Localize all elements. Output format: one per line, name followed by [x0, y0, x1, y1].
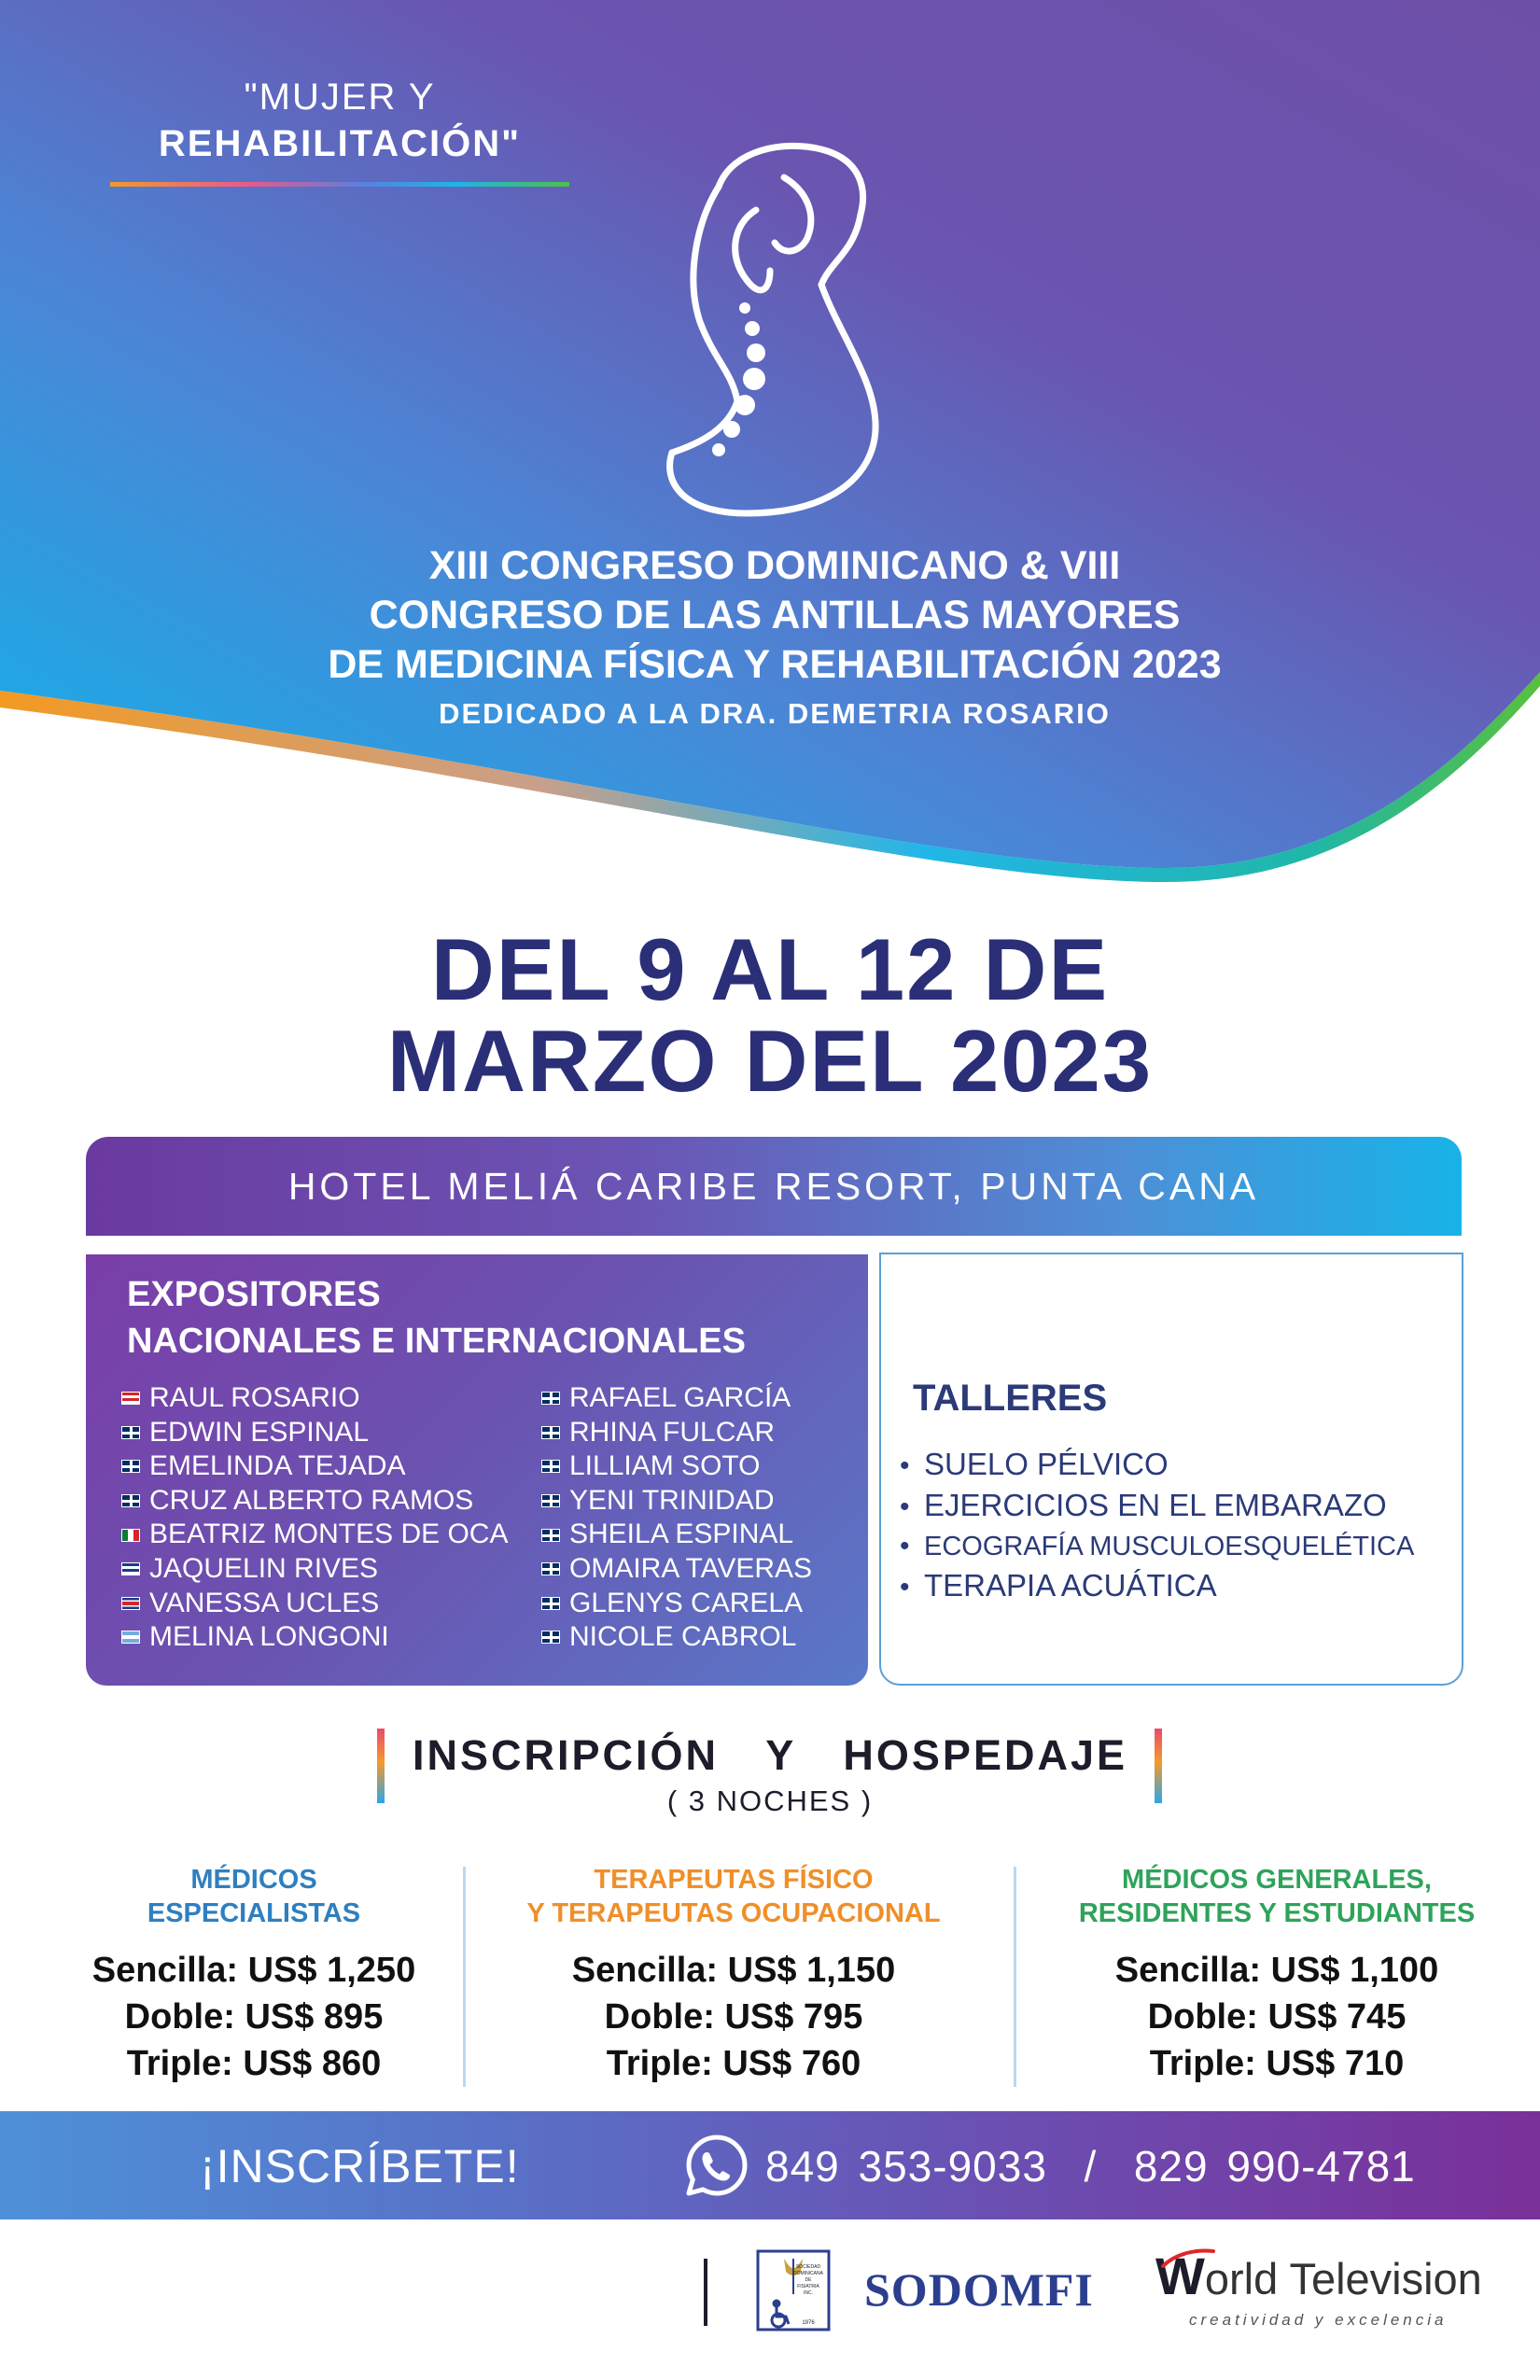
speaker-item — [541, 1552, 812, 1587]
tagline-line-1: "MUJER Y — [244, 77, 436, 118]
workshop-item: • ECOGRAFÍA MUSCULOESQUELÉTICA — [900, 1531, 1415, 1561]
dominican-flag-icon — [541, 1562, 560, 1575]
world-television-swoosh-icon — [1155, 2246, 1221, 2283]
speaker-item — [121, 1449, 508, 1484]
speaker-item — [541, 1518, 812, 1552]
contact-bar — [0, 2111, 1540, 2219]
world-television-initial: W — [1155, 2247, 1205, 2305]
category-label — [1034, 1863, 1519, 1930]
speaker-item — [121, 1381, 508, 1416]
speakers-title-line-1: EXPOSITORES — [127, 1275, 381, 1314]
dominican-flag-icon — [541, 1392, 560, 1405]
sodomfi-seal-year: 1976 — [802, 2320, 815, 2326]
speaker-name: GLENYS CARELA — [569, 1587, 804, 1618]
dominican-flag-icon — [121, 1494, 140, 1507]
workshop-item: • EJERCICIOS EN EL EMBARAZO — [900, 1488, 1387, 1522]
speakers-column-2 — [541, 1381, 812, 1655]
category-label-line-2: Y TERAPEUTAS OCUPACIONAL — [526, 1898, 941, 1928]
speakers-panel — [86, 1254, 868, 1686]
event-dates — [0, 920, 1540, 1110]
argentina-flag-icon — [121, 1631, 140, 1644]
price-single: Sencilla: US$ 1,100 — [1114, 1951, 1439, 1990]
sodomfi-logo-text: SODOMFI — [864, 2263, 1094, 2316]
sodomfi-seal-text: DE — [805, 2277, 812, 2283]
speaker-name: BEATRIZ MONTES DE OCA — [149, 1519, 509, 1550]
tagline — [110, 75, 569, 168]
world-television-slogan: creatividad y excelencia — [1189, 2311, 1448, 2329]
woman-silhouette-logo-icon — [644, 121, 896, 523]
column-divider — [1014, 1867, 1016, 2087]
registration-title: INSCRIPCIÓN Y HOSPEDAJE — [412, 1731, 1127, 1779]
dominican-flag-icon — [541, 1494, 560, 1507]
speaker-name: EMELINDA TEJADA — [149, 1450, 406, 1482]
costa-rica-flag-icon — [121, 1597, 140, 1610]
dominican-flag-icon — [121, 1426, 140, 1439]
tagline-underline — [110, 182, 569, 187]
sodomfi-seal-logo-icon — [756, 2249, 831, 2331]
cuba-flag-icon — [121, 1562, 140, 1575]
category-label-line-2: ESPECIALISTAS — [147, 1898, 361, 1928]
workshop-label: TERAPIA ACUÁTICA — [924, 1568, 1217, 1603]
dominican-flag-icon — [541, 1597, 560, 1610]
workshop-item: • TERAPIA ACUÁTICA — [900, 1568, 1217, 1603]
speaker-name: CRUZ ALBERTO RAMOS — [149, 1484, 474, 1516]
speaker-name: NICOLE CABROL — [569, 1621, 797, 1653]
workshops-panel — [879, 1253, 1463, 1686]
world-television-name-rest: orld Television — [1204, 2254, 1482, 2303]
price-column-specialists — [11, 1863, 497, 2087]
speaker-name: OMAIRA TAVERAS — [569, 1552, 813, 1584]
category-label — [11, 1863, 497, 1930]
speaker-name: RAUL ROSARIO — [149, 1382, 360, 1413]
sodomfi-seal-text: SOCIEDAD — [795, 2264, 821, 2270]
price-single: Sencilla: US$ 1,150 — [571, 1951, 896, 1990]
speaker-item — [121, 1620, 508, 1655]
whatsapp-icon — [685, 2134, 749, 2197]
speaker-item — [541, 1587, 812, 1621]
price-single: Sencilla: US$ 1,250 — [91, 1951, 416, 1990]
speaker-item — [541, 1381, 812, 1416]
speaker-name: MELINA LONGONI — [149, 1621, 389, 1653]
congress-title-line-1: XIII CONGRESO DOMINICANO & VIII — [428, 543, 1121, 588]
speaker-name: LILLIAM SOTO — [569, 1450, 761, 1482]
price-triple: Triple: US$ 760 — [606, 2044, 861, 2083]
dominican-flag-icon — [541, 1529, 560, 1542]
phone-numbers[interactable]: 849 353-9033 / 829 990-4781 — [765, 2142, 1416, 2191]
speaker-item — [541, 1484, 812, 1519]
dominican-flag-icon — [541, 1460, 560, 1473]
speaker-name: SHEILA ESPINAL — [569, 1519, 794, 1550]
speaker-item — [541, 1620, 812, 1655]
dominican-flag-icon — [541, 1631, 560, 1644]
workshops-list — [900, 1445, 1414, 1607]
speaker-name: VANESSA UCLES — [149, 1587, 380, 1618]
sodomfi-seal-text: INC. — [804, 2290, 813, 2296]
tagline-line-2: REHABILITACIÓN" — [158, 123, 522, 164]
puerto-rico-flag-icon — [121, 1392, 140, 1405]
event-dates-line-1: DEL 9 AL 12 DE — [430, 920, 1110, 1018]
speaker-item — [121, 1518, 508, 1552]
event-dates-line-2: MARZO DEL 2023 — [386, 1012, 1154, 1110]
congress-title-block — [280, 541, 1269, 731]
register-cta: ¡INSCRÍBETE! — [200, 2140, 520, 2192]
workshop-label: SUELO PÉLVICO — [924, 1447, 1169, 1481]
speaker-item — [121, 1416, 508, 1450]
category-label — [491, 1863, 976, 1930]
congress-title-line-2: CONGRESO DE LAS ANTILLAS MAYORES — [369, 593, 1181, 637]
speaker-item — [121, 1587, 508, 1621]
speaker-item — [541, 1449, 812, 1484]
workshop-label: ECOGRAFÍA MUSCULOESQUELÉTICA — [924, 1532, 1415, 1561]
speaker-name: EDWIN ESPINAL — [149, 1416, 370, 1448]
sodomfi-seal-text: DOMINICANA — [793, 2271, 823, 2276]
price-triple: Triple: US$ 710 — [1149, 2044, 1405, 2083]
speakers-title — [127, 1271, 746, 1365]
category-label-line-1: MÉDICOS GENERALES, — [1122, 1865, 1432, 1895]
workshop-item: • SUELO PÉLVICO — [900, 1447, 1169, 1481]
category-label-line-2: RESIDENTES Y ESTUDIANTES — [1078, 1898, 1476, 1928]
speaker-item — [121, 1484, 508, 1519]
speaker-name: RAFAEL GARCÍA — [569, 1382, 791, 1413]
world-television-logo — [1155, 2246, 1482, 2329]
workshops-title: TALLERES — [913, 1378, 1108, 1419]
speaker-name: YENI TRINIDAD — [569, 1484, 775, 1516]
category-label-line-1: TERAPEUTAS FÍSICO — [594, 1865, 874, 1895]
dominican-flag-icon — [121, 1460, 140, 1473]
price-column-therapists — [491, 1863, 976, 2087]
sodomfi-seal-text: FISIATRIA — [797, 2284, 819, 2289]
venue-banner: HOTEL MELIÁ CARIBE RESORT, PUNTA CANA — [86, 1137, 1462, 1236]
speaker-name: JAQUELIN RIVES — [149, 1552, 379, 1584]
registration-subtitle: ( 3 NOCHES ) — [666, 1785, 874, 1817]
speakers-column-1 — [121, 1381, 508, 1655]
speaker-item — [541, 1416, 812, 1450]
workshop-label: EJERCICIOS EN EL EMBARAZO — [924, 1488, 1387, 1522]
mexico-flag-icon — [121, 1529, 140, 1542]
speaker-name: RHINA FULCAR — [569, 1416, 776, 1448]
price-column-general — [1034, 1863, 1519, 2087]
column-divider — [463, 1867, 466, 2087]
price-double: Doble: US$ 895 — [124, 1997, 384, 2037]
speakers-title-line-2: NACIONALES E INTERNACIONALES — [127, 1322, 746, 1361]
category-label-line-1: MÉDICOS — [190, 1865, 317, 1895]
price-triple: Triple: US$ 860 — [126, 2044, 382, 2083]
logo-separator — [704, 2259, 707, 2326]
congress-title-line-3: DE MEDICINA FÍSICA Y REHABILITACIÓN 2023 — [328, 642, 1222, 687]
speaker-item — [121, 1552, 508, 1587]
dedication: DEDICADO A LA DRA. DEMETRIA ROSARIO — [439, 697, 1111, 730]
dominican-flag-icon — [541, 1426, 560, 1439]
price-double: Doble: US$ 745 — [1147, 1997, 1407, 2037]
price-double: Doble: US$ 795 — [604, 1997, 863, 2037]
